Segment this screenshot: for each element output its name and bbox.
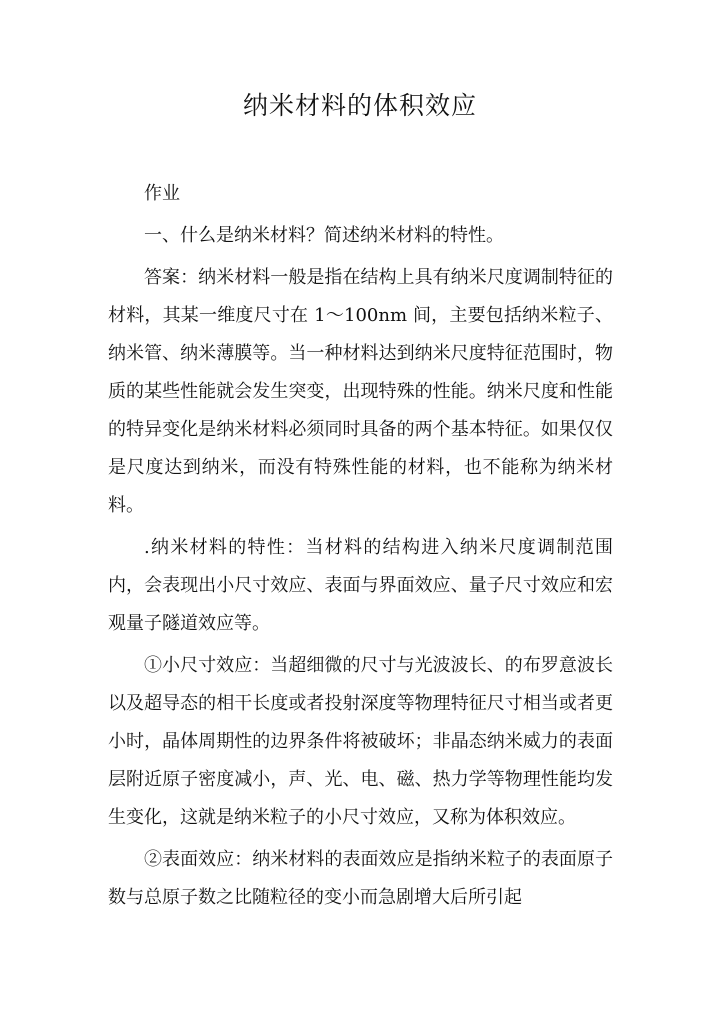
paragraph-assignment-heading: 作业 [144,183,180,204]
document-body [108,175,613,921]
document-title: 纳米材料的体积效应 [242,91,477,120]
paragraph-small-size-effect: ①小尺寸效应：当超细微的尺寸与光波波长、的布罗意波长以及超导态的相干长度或者投射深度等物理特征尺寸相当或者更小时，晶体周期性的边界条件将被破坏；非晶态纳米威力的表面层附近原子密度减小，声、光、电、磁、热力学等物理性能均发生变化，这就是纳米粒子的小尺寸效应，又称为体积效应。 [108,655,613,828]
paragraph-question: 一、什么是纳米材料？简述纳米材料的特性。 [144,225,504,246]
paragraph-answer: 答案：纳米材料一般是指在结构上具有纳米尺度调制特征的材料，其某一维度尺寸在 1～100nm 间，主要包括纳米粒子、纳米管、纳米薄膜等。当一种材料达到纳米尺度特征范围时，物质的某些性能就会发生突变，出现特殊的性能。纳米尺度和性能的特异变化是纳米材料必须同时具备的两个基本特征。如果仅仅是尺度达到纳米，而没有特殊性能的材料，也不能称为纳米材料。 [108,267,613,516]
paragraph-properties: .纳米材料的特性：当材料的结构进入纳米尺度调制范围内，会表现出小尺寸效应、表面与界面效应、量子尺寸效应和宏观量子隧道效应等。 [108,537,613,634]
paragraph-surface-effect: ②表面效应：纳米材料的表面效应是指纳米粒子的表面原子数与总原子数之比随粒径的变小而急剧增大后所引起 [108,849,613,908]
